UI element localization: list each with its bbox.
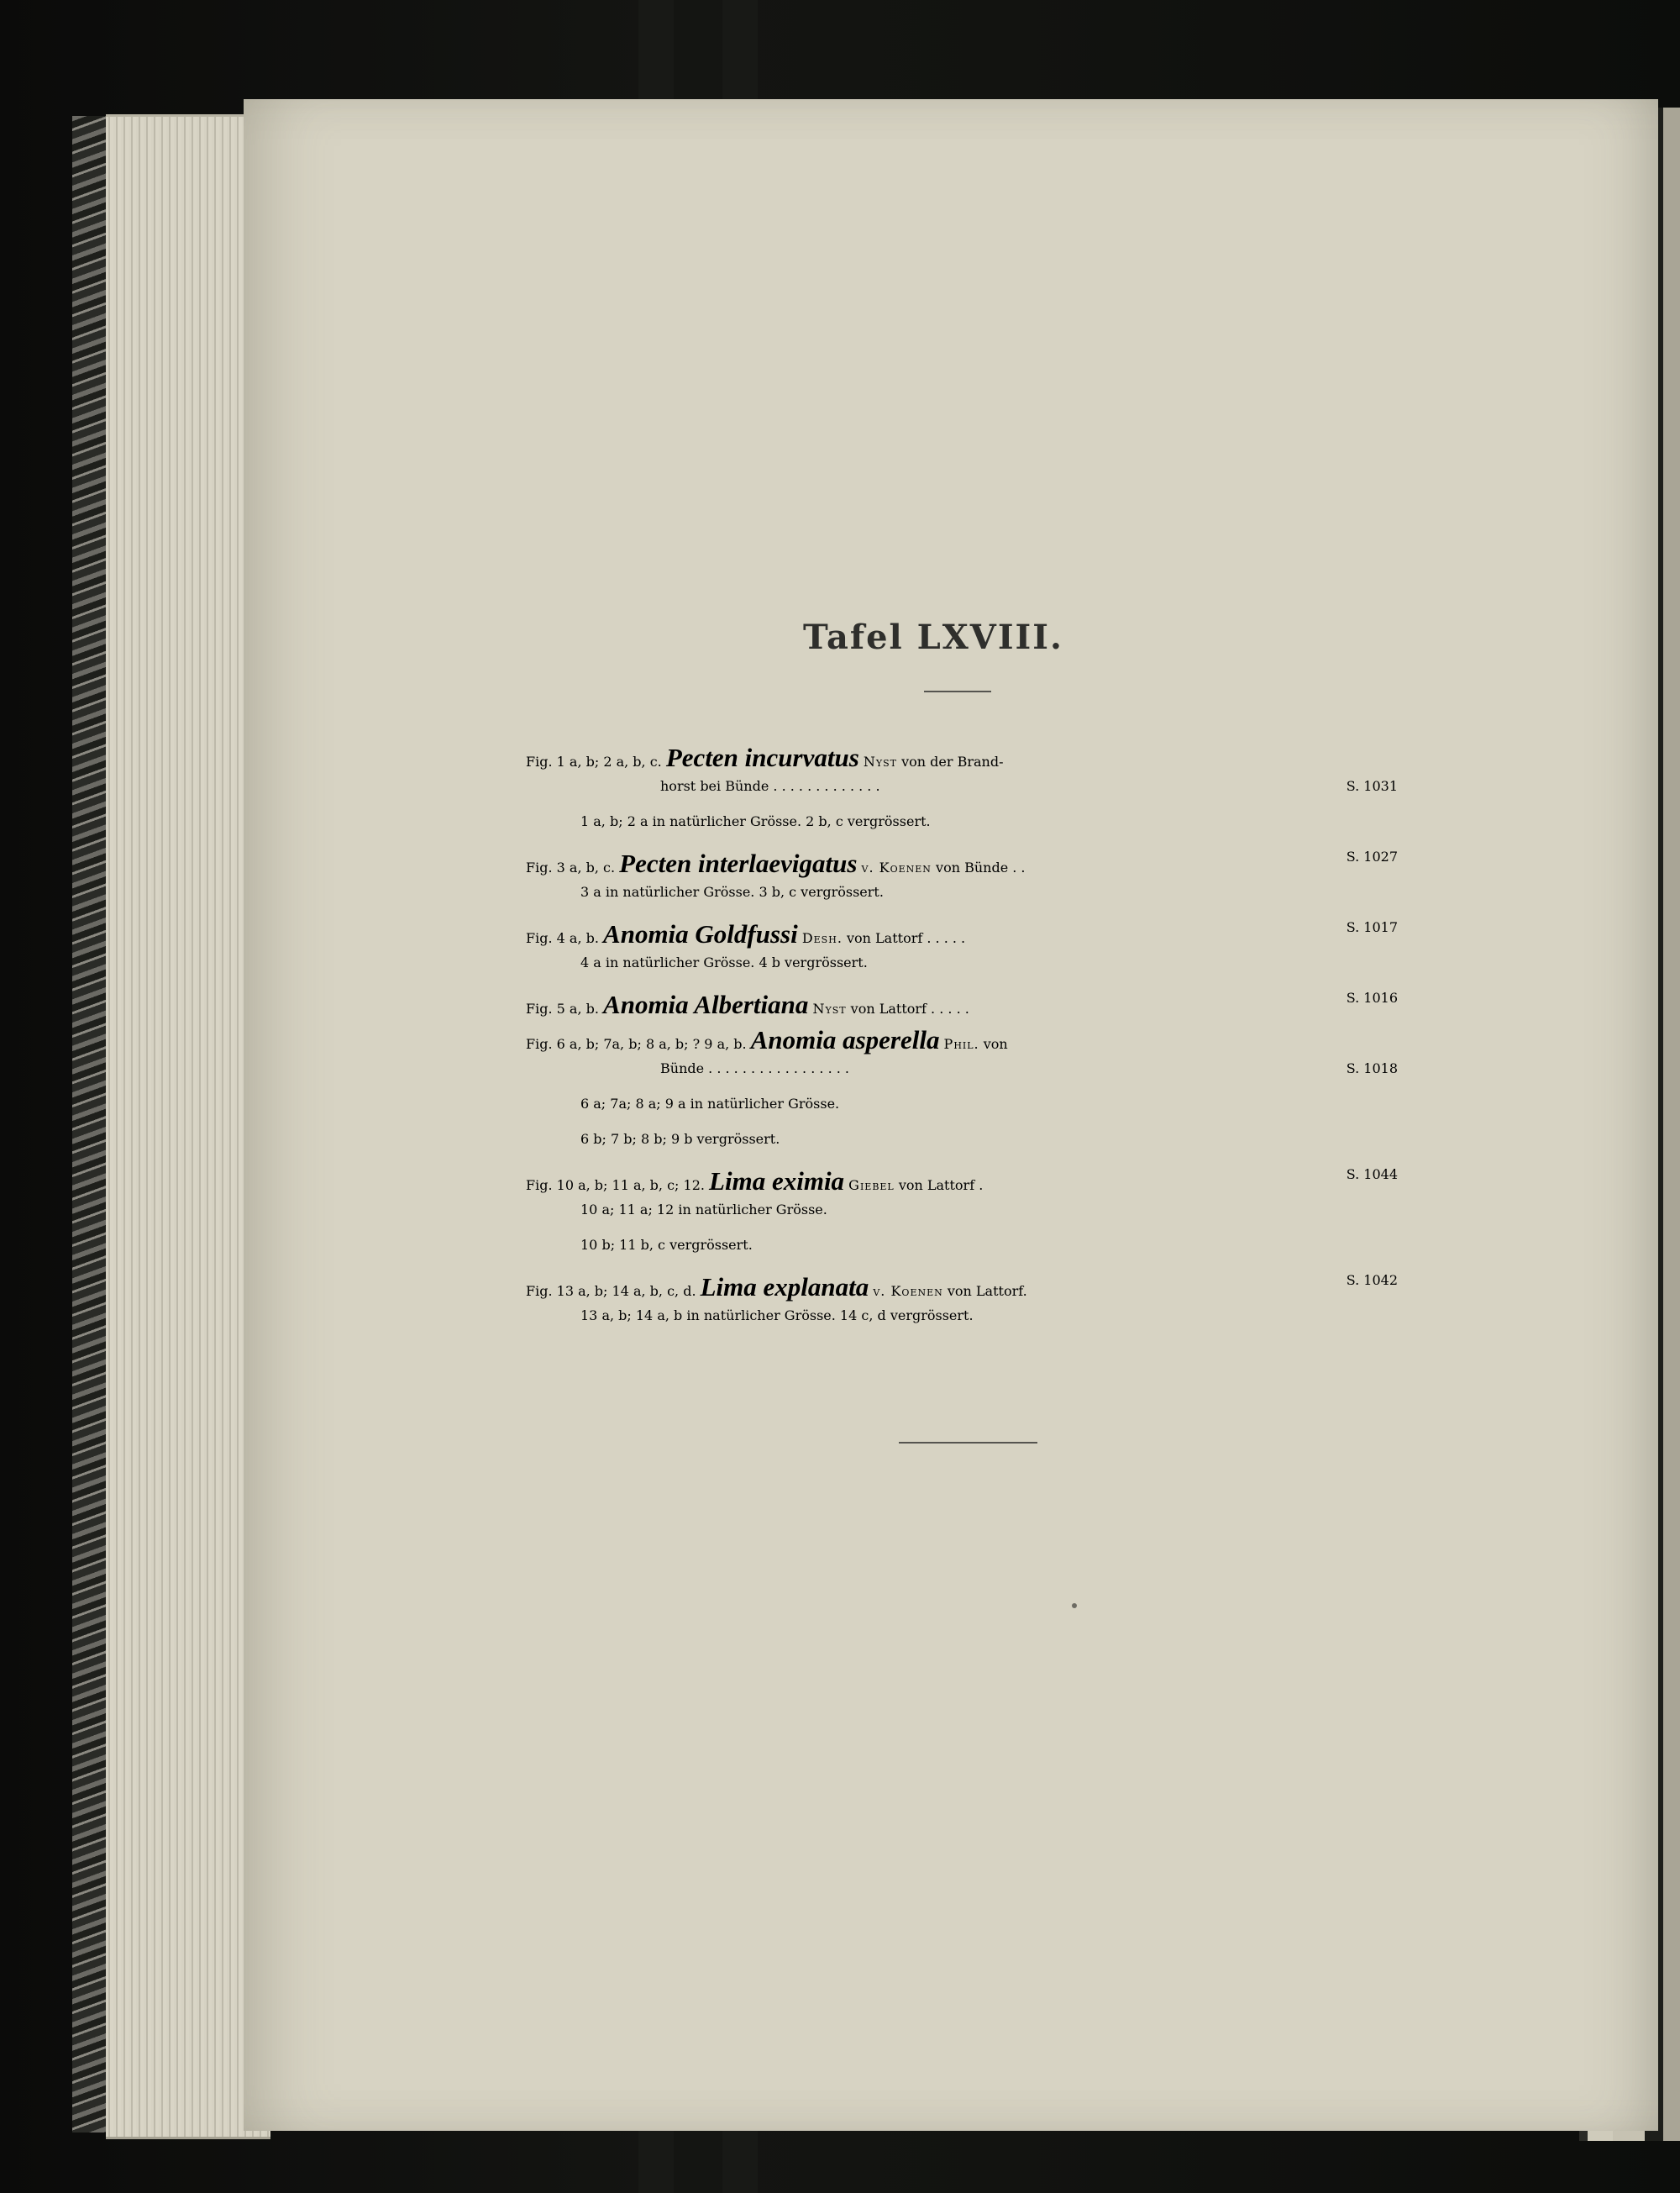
figure-entry-heading <box>526 1166 1398 1202</box>
entry-suffix: von Lattorf . <box>894 1177 984 1193</box>
entry-text <box>580 955 868 970</box>
page-reference: S. 1031 <box>1346 778 1398 794</box>
species-name: Lima explanata <box>700 1272 869 1302</box>
entry-text <box>580 1096 839 1112</box>
entry-prefix: Fig. 5 a, b. <box>526 1001 604 1017</box>
figure-entry-line <box>526 884 1398 919</box>
entry-prefix: 1 a, b; 2 a in natürlicher Grösse. 2 b, c vergrössert. <box>580 813 931 829</box>
title-rule <box>924 691 991 692</box>
entry-prefix: 6 b; 7 b; 8 b; 9 b vergrössert. <box>580 1131 780 1147</box>
plate-title: Tafel LXVIII. <box>803 618 1063 657</box>
book-spine <box>72 116 109 2133</box>
species-author: Nyst <box>863 754 898 770</box>
entry-prefix: Bünde . . . . . . . . . . . . . . . . . <box>660 1060 849 1076</box>
page-reference: S. 1018 <box>1346 1060 1398 1076</box>
figure-entry-line <box>526 1307 1398 1343</box>
entry-prefix: 13 a, b; 14 a, b in natürlicher Grösse. 14 c, d vergrössert. <box>580 1307 974 1323</box>
entry-text <box>526 990 969 1020</box>
entry-text <box>580 813 931 829</box>
figure-entry-heading <box>526 919 1398 955</box>
figure-entry-heading <box>526 990 1398 1025</box>
figure-entry-line <box>526 1202 1398 1237</box>
figure-entry <box>526 919 1398 990</box>
species-name: Lima eximia <box>709 1166 845 1196</box>
entry-prefix: horst bei Bünde . . . . . . . . . . . . . <box>660 778 880 794</box>
figure-entry-heading <box>526 849 1398 884</box>
entry-text <box>580 1237 753 1253</box>
entry-text <box>580 884 884 900</box>
entry-text <box>526 919 965 949</box>
entry-suffix: von Lattorf . . . . . <box>842 930 966 946</box>
entry-prefix: Fig. 3 a, b, c. <box>526 860 620 876</box>
figure-entry-line <box>526 955 1398 990</box>
entry-suffix: von Bünde . . <box>931 860 1026 876</box>
figure-entry <box>526 743 1398 849</box>
species-name: Pecten incurvatus <box>665 743 859 772</box>
entry-text <box>660 1060 849 1076</box>
entry-prefix: 10 a; 11 a; 12 in natürlicher Grösse. <box>580 1202 827 1217</box>
species-author: v. Koenen <box>873 1283 943 1299</box>
entry-text <box>526 743 1004 773</box>
figure-entry-line <box>526 1237 1398 1272</box>
page-reference: S. 1017 <box>1346 919 1398 935</box>
entry-suffix: von der Brand- <box>897 754 1004 770</box>
figure-entry-line <box>526 778 1398 813</box>
entry-prefix: 10 b; 11 b, c vergrössert. <box>580 1237 753 1253</box>
species-author: Desh. <box>801 930 843 946</box>
entry-text <box>580 1307 974 1323</box>
entry-text <box>526 1272 1027 1302</box>
figure-entry-heading <box>526 743 1398 778</box>
page-speck <box>1072 1603 1077 1608</box>
figure-entry-heading <box>526 1272 1398 1307</box>
entry-prefix: Fig. 4 a, b. <box>526 930 604 946</box>
figure-entry-line <box>526 1060 1398 1096</box>
figure-entry-heading <box>526 1025 1398 1060</box>
page-reference: S. 1016 <box>1346 990 1398 1006</box>
page-reference: S. 1044 <box>1346 1166 1398 1182</box>
figure-entry-line <box>526 1096 1398 1131</box>
species-author: Phil. <box>943 1036 979 1052</box>
page-reference: S. 1027 <box>1346 849 1398 865</box>
species-author: Giebel <box>848 1177 895 1193</box>
species-author: Nyst <box>812 1001 847 1017</box>
species-name: Pecten interlaevigatus <box>619 849 858 878</box>
entry-text <box>580 1202 827 1217</box>
figure-entry <box>526 1166 1398 1272</box>
entry-prefix: 3 a in natürlicher Grösse. 3 b, c vergrössert. <box>580 884 884 900</box>
entry-suffix: von <box>979 1036 1008 1052</box>
entry-prefix: 6 a; 7a; 8 a; 9 a in natürlicher Grösse. <box>580 1096 840 1112</box>
entry-suffix: von Lattorf. <box>942 1283 1027 1299</box>
species-author: v. Koenen <box>861 860 932 876</box>
figure-entry <box>526 1025 1398 1166</box>
entry-text <box>526 1025 1008 1055</box>
entry-suffix: von Lattorf . . . . . <box>846 1001 969 1017</box>
entry-prefix: Fig. 1 a, b; 2 a, b, c. <box>526 754 666 770</box>
entry-text <box>580 1131 780 1147</box>
figure-entry <box>526 1272 1398 1343</box>
figure-entry <box>526 849 1398 919</box>
species-name: Anomia Albertiana <box>603 990 809 1019</box>
entry-text <box>526 1166 983 1196</box>
page-reference: S. 1042 <box>1346 1272 1398 1288</box>
entry-prefix: Fig. 10 a, b; 11 a, b, c; 12. <box>526 1177 710 1193</box>
entry-text <box>526 849 1026 879</box>
entry-prefix: Fig. 13 a, b; 14 a, b, c, d. <box>526 1283 701 1299</box>
entry-text <box>660 778 880 794</box>
entry-prefix: Fig. 6 a, b; 7a, b; 8 a, b; ? 9 a, b. <box>526 1036 751 1052</box>
entry-prefix: 4 a in natürlicher Grösse. 4 b vergrössert. <box>580 955 868 970</box>
end-rule <box>899 1442 1037 1444</box>
figure-entry-line <box>526 813 1398 849</box>
species-name: Anomia Goldfussi <box>603 919 798 949</box>
species-name: Anomia asperella <box>750 1025 940 1054</box>
figure-entry <box>526 990 1398 1025</box>
figure-entry-line <box>526 1131 1398 1166</box>
figure-list <box>526 743 1398 1343</box>
